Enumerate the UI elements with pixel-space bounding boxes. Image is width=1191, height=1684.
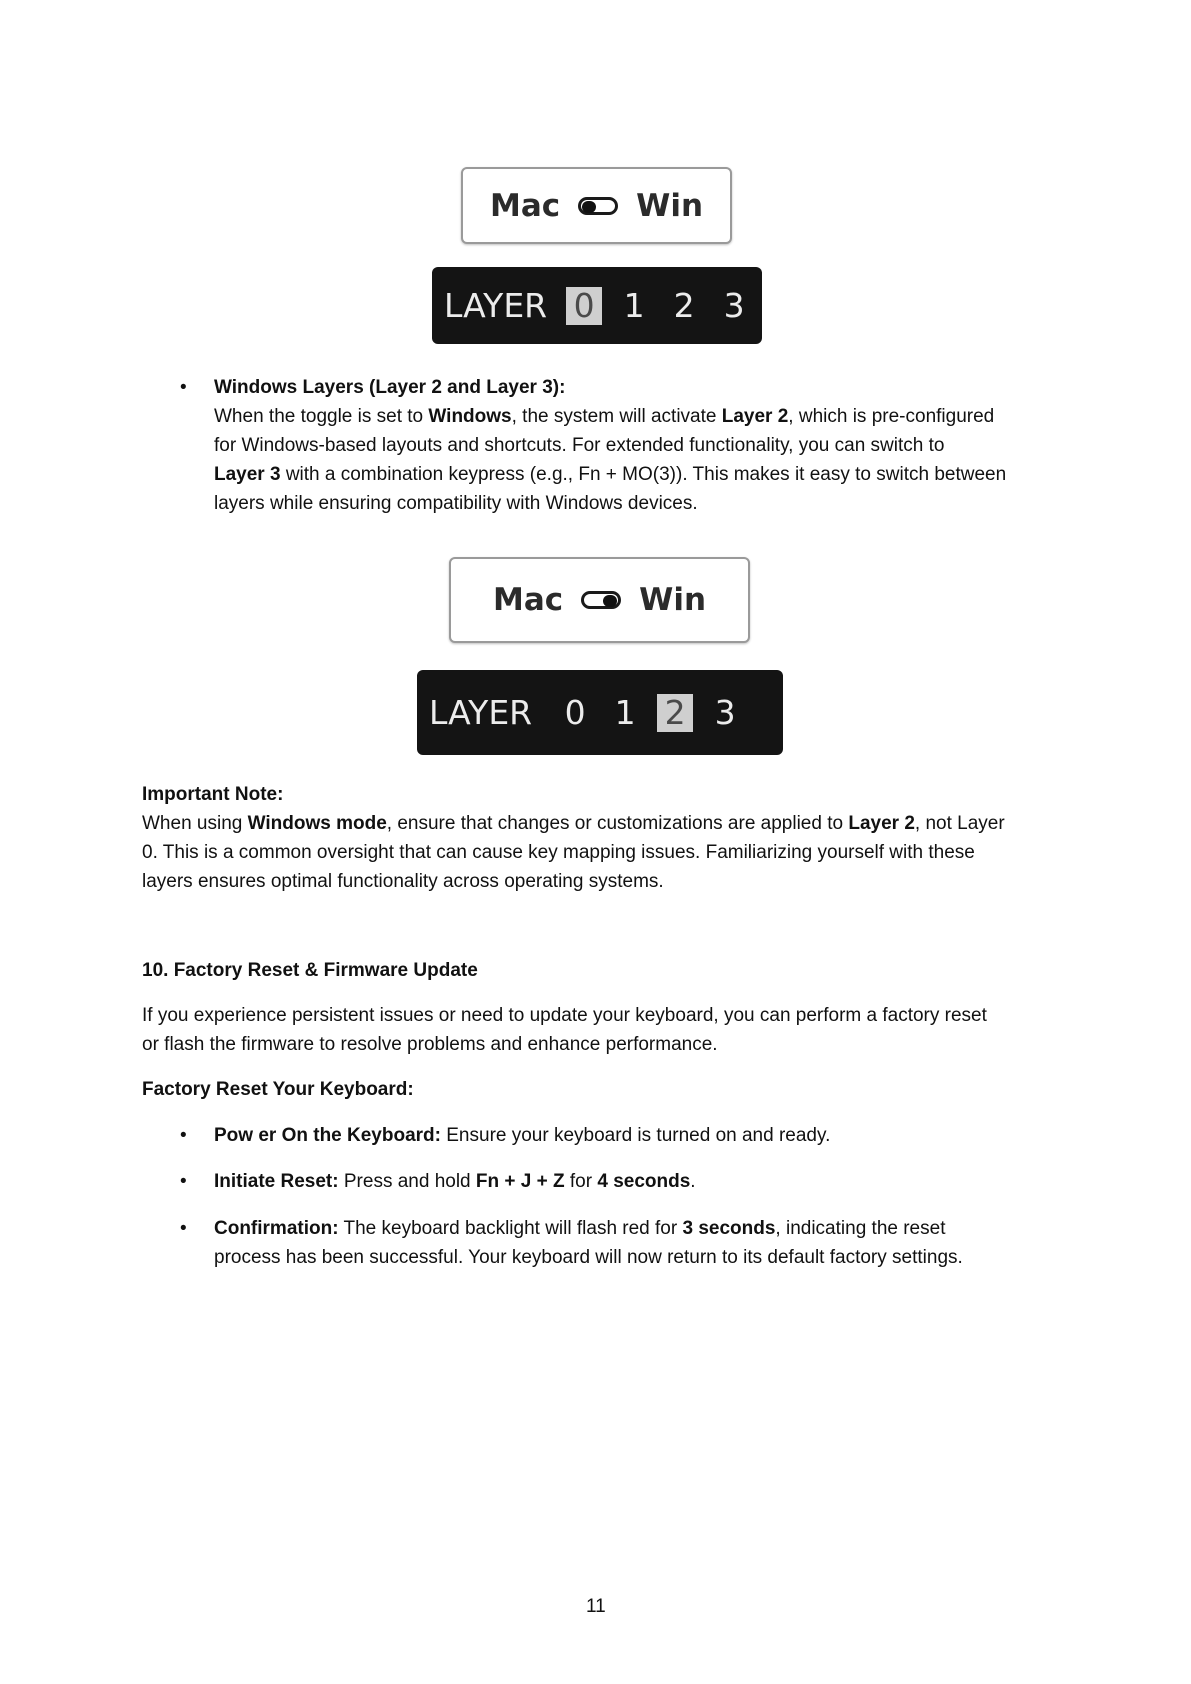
windows-layers-line4: layers while ensuring compatibility with Windows devices. bbox=[214, 493, 698, 514]
important-note-heading: Important Note: bbox=[142, 784, 284, 805]
layer-number-3: 3 bbox=[714, 693, 736, 732]
layer-indicator-1 bbox=[432, 267, 762, 344]
factory-reset-subheading: Factory Reset Your Keyboard: bbox=[142, 1079, 414, 1100]
bullet-power-on: • bbox=[180, 1125, 187, 1146]
layer-number-2-active: 2 bbox=[657, 694, 693, 732]
important-note-line3: layers ensures optimal functionality across operating systems. bbox=[142, 871, 664, 892]
toggle-mac-label: Mac bbox=[489, 187, 561, 224]
bullet-confirmation: • bbox=[180, 1218, 187, 1239]
windows-layers-line2: for Windows-based layouts and shortcuts. For extended functionality, you can switch to bbox=[214, 435, 945, 456]
toggle-mac-label: Mac bbox=[492, 582, 564, 618]
mac-win-toggle-card-1 bbox=[461, 167, 732, 244]
layer-number-3: 3 bbox=[723, 286, 745, 325]
toggle-win-label: Win bbox=[639, 582, 707, 618]
list-item-power-on: Pow er On the Keyboard: Ensure your keyboard is turned on and ready. bbox=[214, 1125, 831, 1146]
bullet-initiate-reset: • bbox=[180, 1171, 187, 1192]
page-number: 11 bbox=[586, 1596, 606, 1617]
layer-label: LAYER bbox=[444, 286, 548, 325]
section-intro-line2: or flash the firmware to resolve problems and enhance performance. bbox=[142, 1034, 718, 1055]
toggle-win-label: Win bbox=[636, 187, 704, 224]
important-note-line1: When using Windows mode, ensure that changes or customizations are applied to Layer 2, not Layer bbox=[142, 813, 1005, 834]
toggle-switch-icon bbox=[578, 197, 618, 215]
windows-layers-block bbox=[214, 373, 1114, 518]
bullet-windows-layers: • bbox=[180, 377, 187, 398]
layer-number-0-active: 0 bbox=[566, 287, 602, 325]
mac-win-toggle-card-2 bbox=[449, 557, 750, 643]
section-intro bbox=[142, 1001, 1102, 1059]
layer-indicator-2 bbox=[417, 670, 783, 755]
important-note-line2: 0. This is a common oversight that can cause key mapping issues. Familiarizing yourself with these bbox=[142, 842, 975, 863]
list-item-confirmation: Confirmation: The keyboard backlight will flash red for 3 seconds, indicating the reset process has been successful. Your keyboard will now return to its default factory settings. bbox=[214, 1218, 963, 1268]
windows-layers-title: Windows Layers (Layer 2 and Layer 3): bbox=[214, 377, 566, 398]
important-note bbox=[142, 780, 1102, 896]
layer-number-1: 1 bbox=[614, 693, 636, 732]
toggle-switch-icon bbox=[581, 591, 621, 609]
layer-label: LAYER bbox=[429, 693, 533, 732]
windows-layers-line3: Layer 3 with a combination keypress (e.g., Fn + MO(3)). This makes it easy to switch between bbox=[214, 464, 1007, 485]
layer-number-2: 2 bbox=[673, 286, 695, 325]
layer-number-0: 0 bbox=[564, 693, 586, 732]
layer-number-1: 1 bbox=[623, 286, 645, 325]
windows-layers-line1: When the toggle is set to Windows, the system will activate Layer 2, which is pre-configured bbox=[214, 406, 995, 427]
list-item-initiate-reset: Initiate Reset: Press and hold Fn + J + Z for 4 seconds. bbox=[214, 1171, 696, 1192]
section-heading: 10. Factory Reset & Firmware Update bbox=[142, 960, 478, 981]
section-intro-line1: If you experience persistent issues or need to update your keyboard, you can perform a factory reset bbox=[142, 1005, 987, 1026]
